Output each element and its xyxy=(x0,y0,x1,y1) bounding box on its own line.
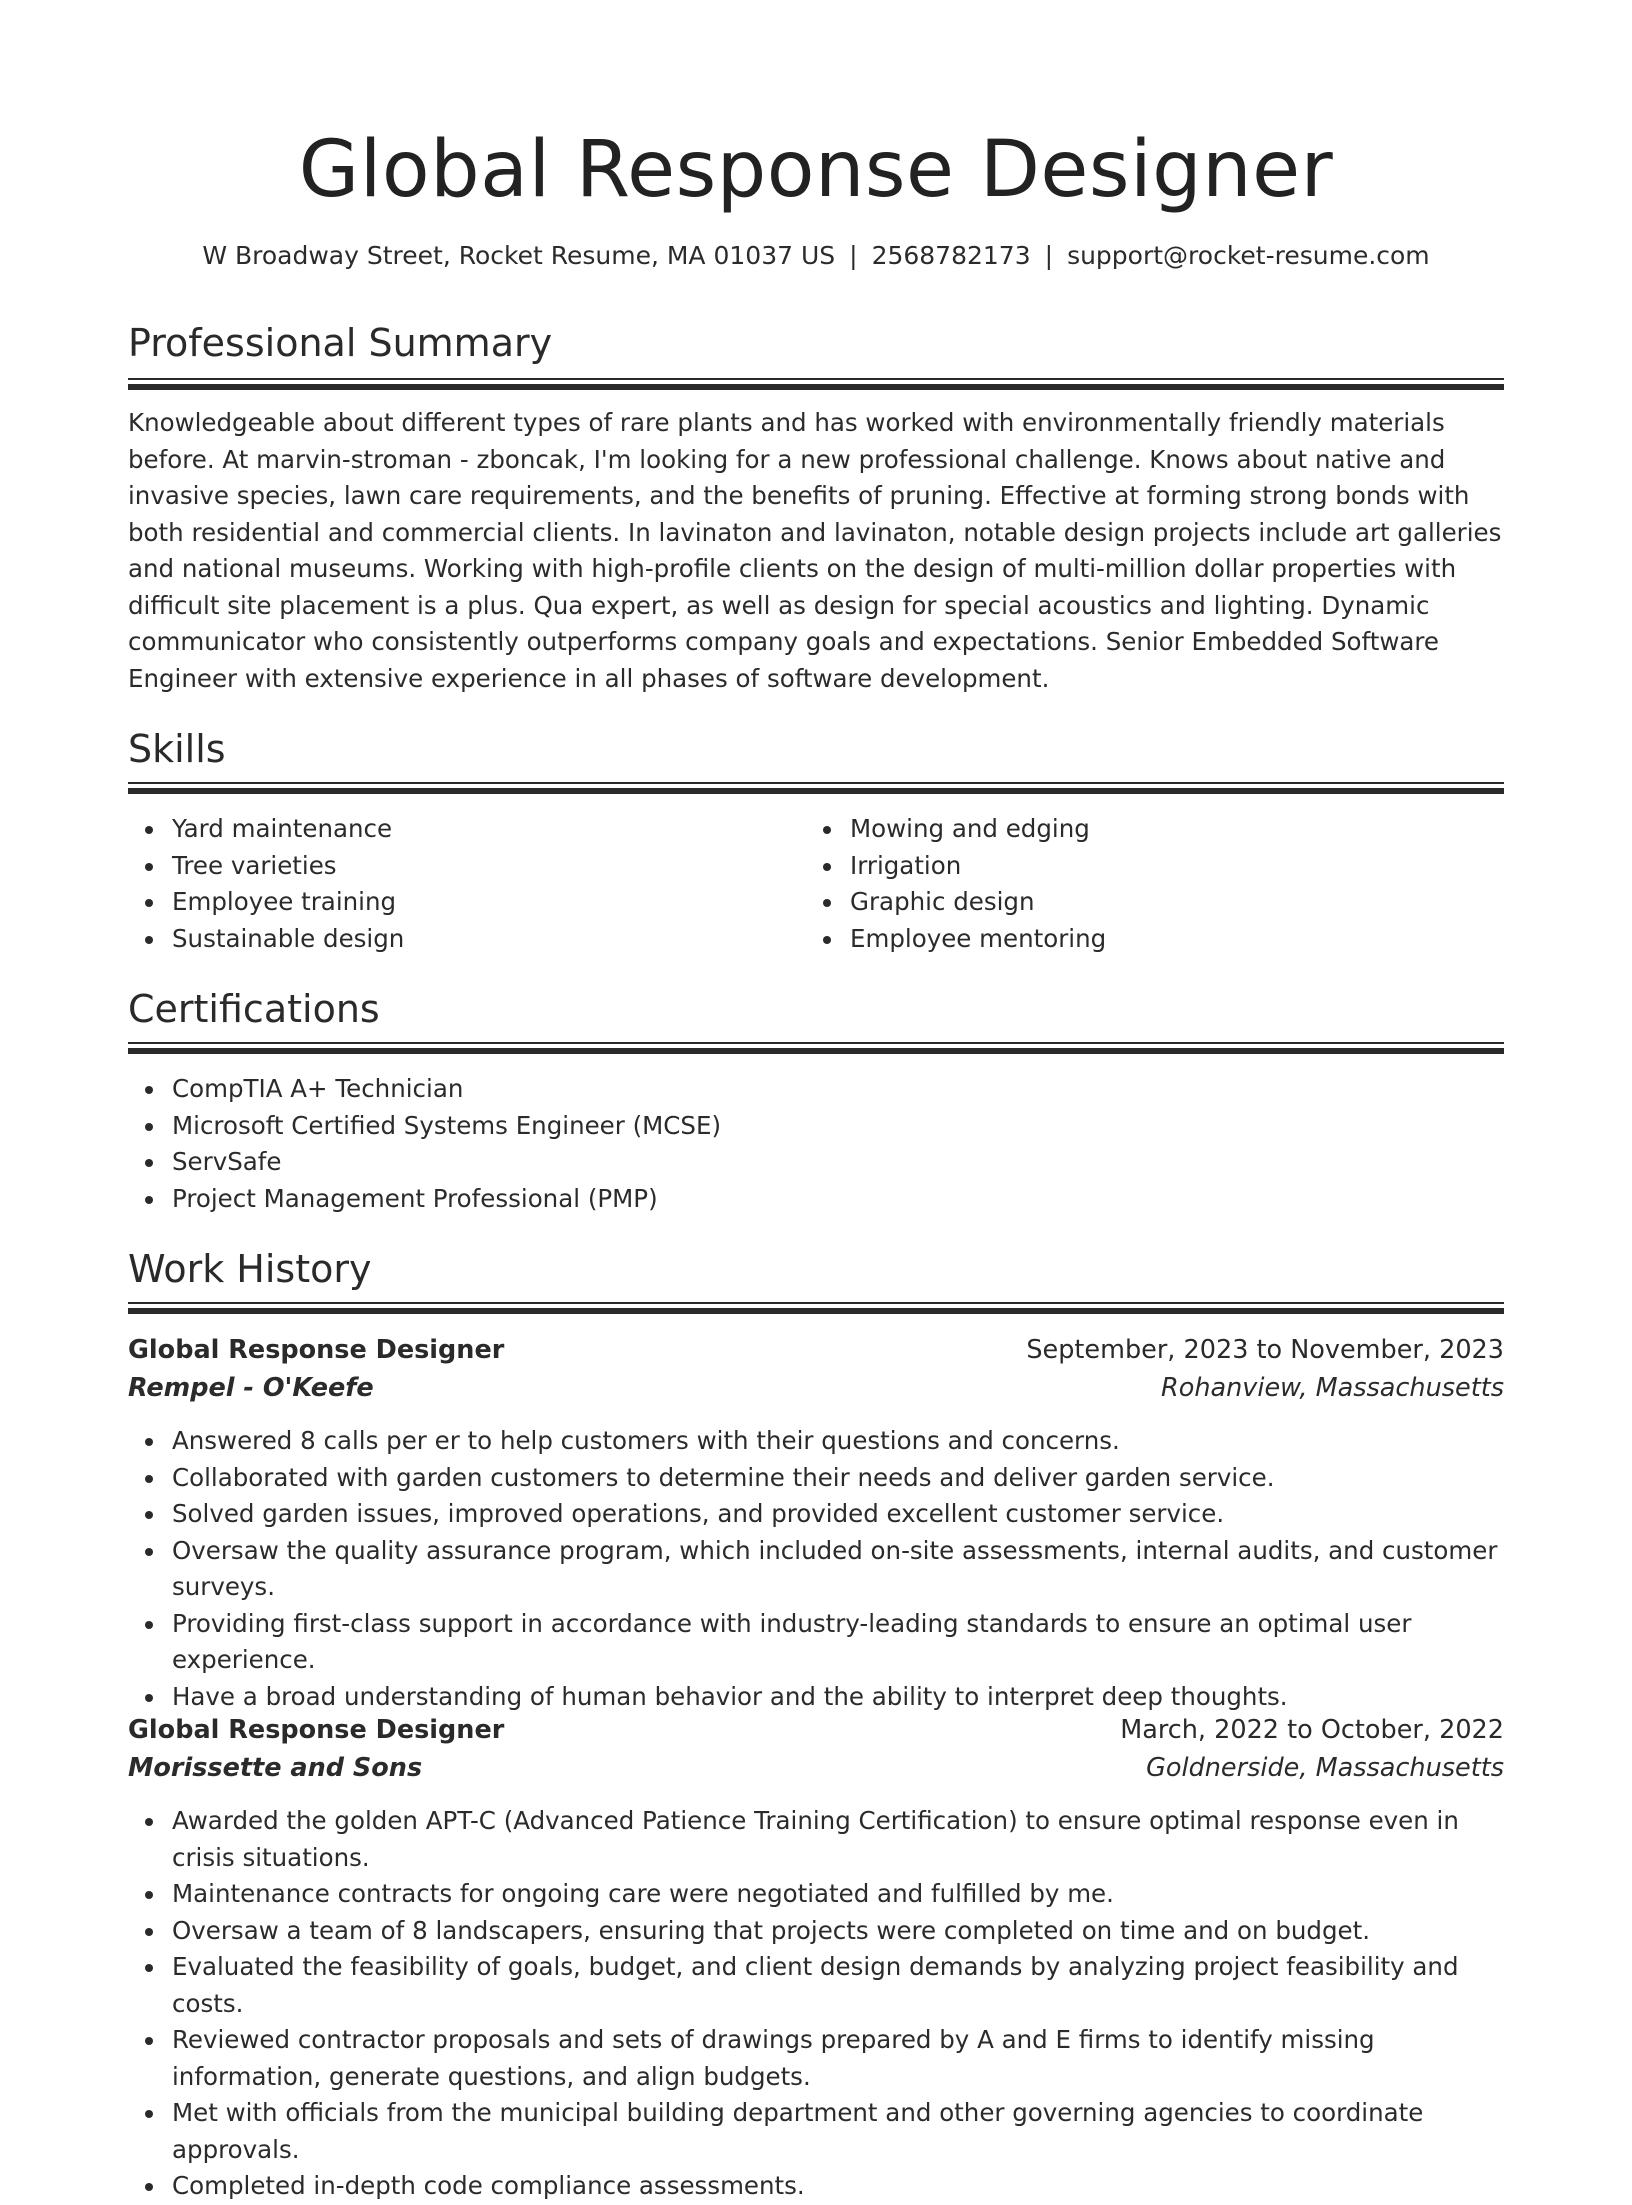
job-location: Rohanview, Massachusetts xyxy=(1161,1373,1504,1403)
certification-item: Microsoft Certified Systems Engineer (MCSE) xyxy=(128,1108,1504,1145)
skill-item: Sustainable design xyxy=(128,921,808,958)
job-bullet: Providing first-class support in accordance with industry-leading standards to ensure an optimal user experience. xyxy=(128,1606,1504,1679)
certification-item: CompTIA A+ Technician xyxy=(128,1071,1504,1108)
contact-separator: | xyxy=(849,241,858,270)
job-entry xyxy=(128,1331,1504,1715)
skill-item: Mowing and edging xyxy=(806,811,1486,848)
summary-text: Knowledgeable about different types of rare plants and has worked with environmentally friendly materials before. At marvin-stroman - zboncak, I'm looking for a new professional challenge. Knows about native and invasive species, lawn care requirements, and the benefits of pruning. Effective at forming strong bonds with both residential and commercial clients. In lavinaton and lavinaton, notable design projects include art galleries and national museums. Working with high-profile clients on the design of multi-million dollar properties with difficult site placement is a plus. Qua expert, as well as design for special acoustics and lighting. Dynamic communicator who consistently outperforms company goals and expectations. Senior Embedded Software Engineer with extensive experience in all phases of software development. xyxy=(128,408,1502,693)
section-divider xyxy=(128,1302,1504,1315)
contact-email[interactable]: support@rocket-resume.com xyxy=(1067,241,1430,270)
skill-item: Employee mentoring xyxy=(806,921,1486,958)
certifications-list xyxy=(128,1071,1504,1217)
skill-item: Graphic design xyxy=(806,884,1486,921)
job-company: Rempel - O'Keefe xyxy=(128,1373,374,1403)
job-company: Morissette and Sons xyxy=(128,1753,423,1783)
job-bullet: Have a broad understanding of human behavior and the ability to interpret deep thoughts. xyxy=(128,1679,1504,1716)
contact-address: W Broadway Street, Rocket Resume, MA 01037 US xyxy=(202,241,836,270)
job-bullet: Oversaw a team of 8 landscapers, ensuring that projects were completed on time and on budget. xyxy=(128,1913,1504,1950)
section-title-skills: Skills xyxy=(128,727,226,771)
job-dates: March, 2022 to October, 2022 xyxy=(1120,1715,1504,1745)
job-bullet: Solved garden issues, improved operations, and provided excellent customer service. xyxy=(128,1496,1504,1533)
job-entry xyxy=(128,1711,1504,2205)
job-location: Goldnerside, Massachusetts xyxy=(1146,1753,1504,1783)
contact-phone: 2568782173 xyxy=(871,241,1031,270)
contact-separator: | xyxy=(1044,241,1054,270)
section-title-work-history: Work History xyxy=(128,1247,372,1291)
job-title: Global Response Designer xyxy=(128,1335,505,1365)
skill-item: Employee training xyxy=(128,884,808,921)
job-bullet: Maintenance contracts for ongoing care were negotiated and fulfilled by me. xyxy=(128,1876,1504,1913)
skills-column-right xyxy=(806,811,1486,957)
job-bullet: Awarded the golden APT-C (Advanced Patience Training Certification) to ensure optimal response even in crisis situations. xyxy=(128,1803,1504,1876)
skill-item: Yard maintenance xyxy=(128,811,808,848)
section-divider xyxy=(128,1042,1504,1055)
job-bullet: Answered 8 calls per er to help customers with their questions and concerns. xyxy=(128,1423,1504,1460)
section-title-summary: Professional Summary xyxy=(128,321,553,365)
job-dates: September, 2023 to November, 2023 xyxy=(1026,1335,1504,1365)
section-title-certifications: Certifications xyxy=(128,987,380,1031)
job-bullet: Reviewed contractor proposals and sets of drawings prepared by A and E firms to identify missing information, generate questions, and align budgets. xyxy=(128,2022,1504,2095)
certification-item: Project Management Professional (PMP) xyxy=(128,1181,1504,1218)
skill-item: Tree varieties xyxy=(128,848,808,885)
certification-item: ServSafe xyxy=(128,1144,1504,1181)
contact-line xyxy=(0,238,1632,274)
job-bullet: Oversaw the quality assurance program, which included on-site assessments, internal audits, and customer surveys. xyxy=(128,1533,1504,1606)
job-bullet: Collaborated with garden customers to determine their needs and deliver garden service. xyxy=(128,1460,1504,1497)
job-title: Global Response Designer xyxy=(128,1715,505,1745)
skills-column-left xyxy=(128,811,808,957)
job-bullet: Evaluated the feasibility of goals, budget, and client design demands by analyzing project feasibility and costs. xyxy=(128,1949,1504,2022)
skill-item: Irrigation xyxy=(806,848,1486,885)
job-bullet: Met with officials from the municipal building department and other governing agencies to coordinate approvals. xyxy=(128,2095,1504,2168)
section-divider xyxy=(128,782,1504,795)
section-divider xyxy=(128,378,1504,391)
job-bullet: Completed in-depth code compliance assessments. xyxy=(128,2168,1504,2205)
resume-name: Global Response Designer xyxy=(298,125,1334,215)
